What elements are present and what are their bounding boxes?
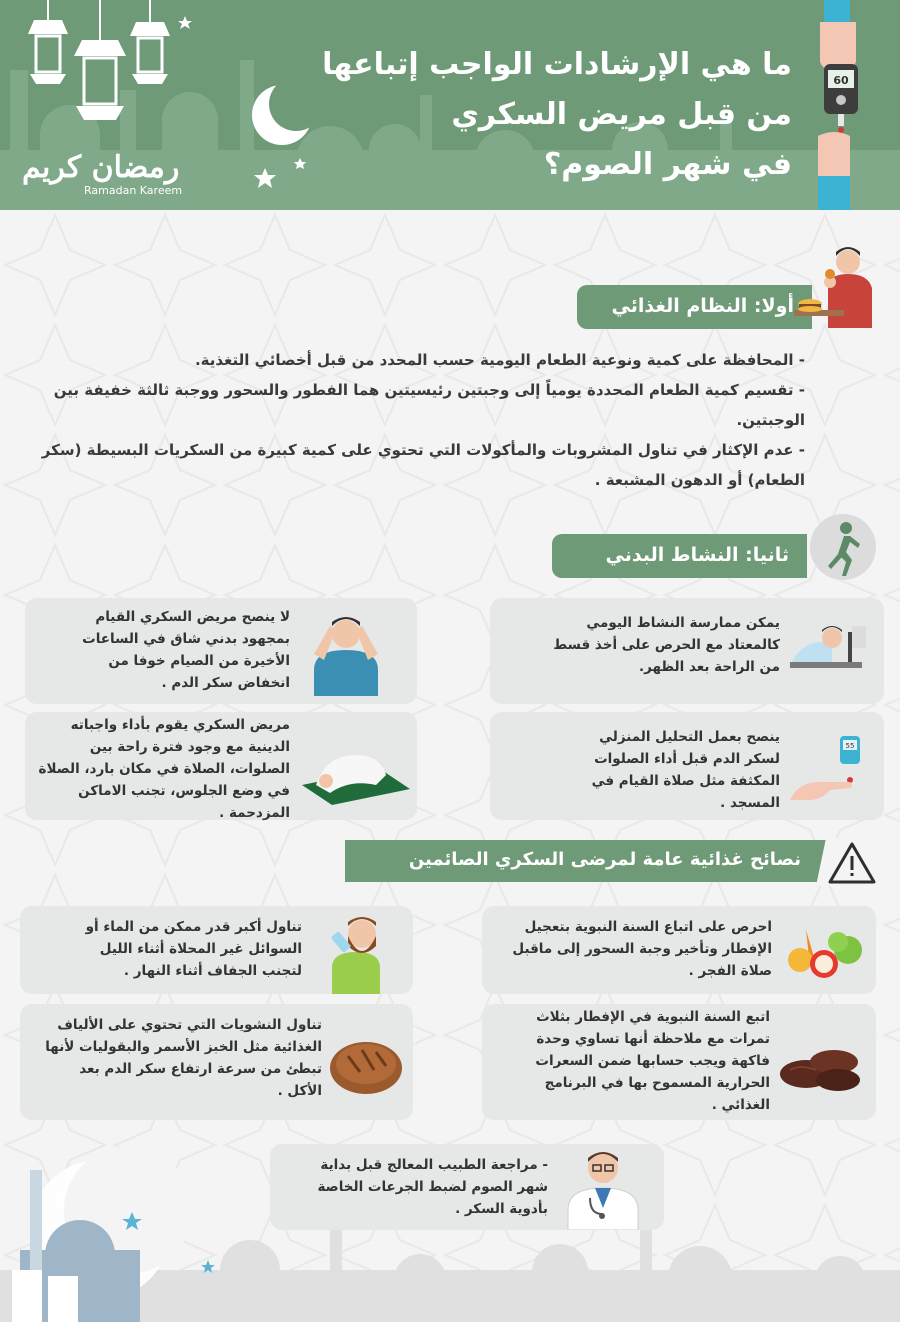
section-title-diet-tips-label: نصائح غذائية عامة لمرضى السكري الصائمين: [408, 849, 801, 870]
title-line-1: ما هي الإرشادات الواجب إتباعها: [322, 47, 792, 82]
activity-card-daily-text: يمكن ممارسة النشاط اليومي كالمعتاد مع الحرص على أخذ قسط من الراحة بعد الظهر.: [553, 615, 780, 675]
title-line-3: في شهر الصوم؟: [543, 147, 792, 182]
header-banner: [0, 0, 900, 210]
section-title-nutrition: [577, 285, 812, 329]
eating-man-icon: [790, 242, 880, 328]
stressed-man-icon: [300, 604, 392, 696]
glucometer-icon: [812, 0, 882, 210]
tip-card-fiber-text: تناول النشويات التي تحتوي على الألياف الغذائية مثل الخبز الأسمر والبقوليات لأنها تبطئ من سرعة ارتفاع سكر الدم بعد الأكل .: [45, 1017, 322, 1099]
warning-icon: [816, 838, 876, 886]
tip-card-suhoor-text: احرص على اتباع السنة النبوية بتعجيل الإفطار وتأخير وجبة السحور إلى ماقبل صلاة الفجر .: [512, 919, 772, 979]
bread-icon: [328, 1036, 404, 1096]
ramadan-kareem-logo: [22, 150, 202, 197]
activity-card-effort-text: لا ينصح مريض السكري القيام بمجهود بدني شاق في الساعات الأخيرة من الصيام خوفا من انخفاض سكر الدم .: [82, 609, 290, 691]
bullet-item: - المحافظة على كمية ونوعية الطعام اليومية حسب المحدد من قبل أخصائي التغذية.: [194, 351, 805, 369]
meter-reading: 60: [833, 74, 849, 87]
nutrition-bullet-list: [35, 345, 805, 495]
activity-card-prayer-text: مريض السكري يقوم بأداء واجباته الدينية مع وجود فترة راحة بين الصلوات، الصلاة في مكان بارد، الصلاة في وضع الجلوس، تجنب الاماكن المزدحمة .: [38, 717, 290, 821]
mosque-lantern-icon: [28, 0, 170, 120]
section-title-diet-tips: [345, 840, 835, 882]
bullet-item: - تقسيم كمية الطعام المحددة يومياً إلى وجبتين رئيسيتين هما الفطور والسحور ووجبة ثالثة خفيفة بين الوجبتين.: [53, 381, 805, 429]
praying-man-icon: [300, 725, 412, 809]
tip-card-dates-text: اتبع السنة النبوية في الإفطار بثلاث تمرات مع ملاحظة أنها تساوي وحدة فاكهة ويجب حسابها ضمن السعرات الحرارية المسموح بها في البرنامج الغذائي .: [535, 1009, 770, 1113]
tired-man-icon: [786, 618, 872, 674]
brand-english: Ramadan Kareem: [84, 184, 183, 197]
glucose-test-icon: [788, 734, 864, 806]
svg-text:55: 55: [845, 742, 855, 750]
tip-card-doctor-text: - مراجعة الطبيب المعالج قبل بداية شهر الصوم لضبط الجرعات الخاصة بأدوية السكر .: [317, 1157, 548, 1217]
section-title-activity-label: ثانيا: النشاط البدني: [605, 544, 789, 566]
activity-card-glucose-test-text: ينصح بعمل التحليل المنزلي لسكر الدم قبل أداء الصلوات المكثفة مثل صلاة القيام في المسجد .: [591, 729, 780, 811]
section-title-nutrition-label: أولا: النظام الغذائي: [611, 295, 794, 317]
vegetables-icon: [786, 920, 866, 982]
brand-arabic: رمضان كريم: [22, 150, 180, 185]
title-line-2: من قبل مريض السكري: [451, 97, 792, 132]
bullet-item: - عدم الإكثار في تناول المشروبات والمأكولات التي تحتوي على كمية كبيرة من السكريات البسيطة (سكر الطعام) أو الدهون المشبعة .: [41, 441, 805, 489]
drinking-man-icon: [318, 910, 392, 994]
dates-icon: [776, 1034, 866, 1094]
doctor-icon: [562, 1146, 644, 1230]
tip-card-water-text: تناول أكبر قدر ممكن من الماء أو السوائل غير المحلاة أثناء الليل لتجنب الجفاف أثناء النهار .: [85, 919, 302, 979]
running-man-icon: [808, 512, 878, 582]
section-title-activity: [552, 534, 807, 578]
page-title: [232, 40, 792, 190]
